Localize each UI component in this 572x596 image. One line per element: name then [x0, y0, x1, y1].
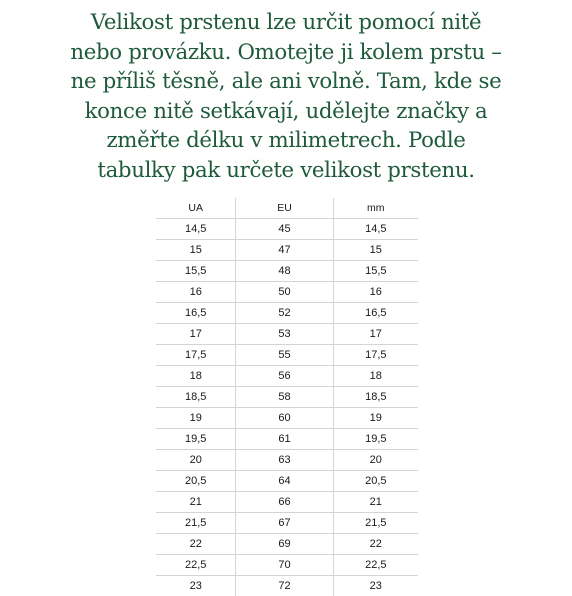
intro-line: tabulky pak určete velikost prstenu.	[97, 158, 474, 183]
cell-mm: 14,5	[333, 219, 418, 240]
cell-eu: 66	[236, 492, 333, 513]
cell-eu: 67	[236, 513, 333, 534]
cell-mm: 20	[333, 450, 418, 471]
cell-mm: 20,5	[333, 471, 418, 492]
cell-eu: 47	[236, 240, 333, 261]
cell-eu: 52	[236, 303, 333, 324]
table-row	[156, 387, 418, 408]
cell-mm: 18,5	[333, 387, 418, 408]
cell-eu: 48	[236, 261, 333, 282]
cell-ua: 22	[156, 534, 236, 555]
ring-size-table	[156, 198, 418, 596]
cell-ua: 18,5	[156, 387, 236, 408]
cell-mm: 15	[333, 240, 418, 261]
table-row	[156, 576, 418, 596]
table-row	[156, 240, 418, 261]
table-row	[156, 534, 418, 555]
cell-mm: 17,5	[333, 345, 418, 366]
cell-ua: 19	[156, 408, 236, 429]
cell-eu: 61	[236, 429, 333, 450]
table-row	[156, 471, 418, 492]
intro-line: konce nitě setkávají, udělejte značky a	[85, 99, 488, 124]
cell-ua: 18	[156, 366, 236, 387]
cell-ua: 14,5	[156, 219, 236, 240]
cell-mm: 22,5	[333, 555, 418, 576]
cell-eu: 70	[236, 555, 333, 576]
table-row	[156, 408, 418, 429]
table-row	[156, 303, 418, 324]
table-row	[156, 450, 418, 471]
cell-mm: 15,5	[333, 261, 418, 282]
table-row	[156, 324, 418, 345]
cell-ua: 16	[156, 282, 236, 303]
intro-text	[20, 8, 552, 185]
table-header-row	[156, 198, 418, 219]
cell-eu: 56	[236, 366, 333, 387]
cell-ua: 20,5	[156, 471, 236, 492]
cell-mm: 19	[333, 408, 418, 429]
cell-ua: 17,5	[156, 345, 236, 366]
table-row	[156, 261, 418, 282]
cell-mm: 23	[333, 576, 418, 596]
cell-eu: 64	[236, 471, 333, 492]
cell-ua: 21	[156, 492, 236, 513]
column-header-eu: EU	[236, 198, 333, 219]
intro-line: Velikost prstenu lze určit pomocí nitě	[91, 10, 481, 35]
table-row	[156, 513, 418, 534]
table-row	[156, 219, 418, 240]
cell-ua: 15	[156, 240, 236, 261]
table-body	[156, 219, 418, 596]
cell-mm: 21	[333, 492, 418, 513]
cell-eu: 50	[236, 282, 333, 303]
column-header-mm: mm	[333, 198, 418, 219]
intro-line: změřte délku v milimetrech. Podle	[106, 128, 465, 153]
cell-eu: 53	[236, 324, 333, 345]
cell-ua: 23	[156, 576, 236, 596]
cell-eu: 63	[236, 450, 333, 471]
intro-line: ne příliš těsně, ale ani volně. Tam, kde se	[71, 69, 502, 94]
cell-mm: 21,5	[333, 513, 418, 534]
column-header-ua: UA	[156, 198, 236, 219]
cell-ua: 15,5	[156, 261, 236, 282]
table-row	[156, 555, 418, 576]
cell-ua: 16,5	[156, 303, 236, 324]
cell-eu: 60	[236, 408, 333, 429]
table-row	[156, 492, 418, 513]
cell-eu: 55	[236, 345, 333, 366]
cell-mm: 18	[333, 366, 418, 387]
cell-mm: 19,5	[333, 429, 418, 450]
table-row	[156, 366, 418, 387]
table-row	[156, 345, 418, 366]
cell-ua: 17	[156, 324, 236, 345]
table-row	[156, 429, 418, 450]
cell-mm: 17	[333, 324, 418, 345]
cell-ua: 22,5	[156, 555, 236, 576]
intro-line: nebo provázku. Omotejte ji kolem prstu –	[70, 40, 501, 65]
cell-mm: 16,5	[333, 303, 418, 324]
cell-mm: 16	[333, 282, 418, 303]
cell-mm: 22	[333, 534, 418, 555]
table-row	[156, 282, 418, 303]
cell-eu: 45	[236, 219, 333, 240]
cell-eu: 69	[236, 534, 333, 555]
cell-eu: 72	[236, 576, 333, 596]
cell-ua: 21,5	[156, 513, 236, 534]
cell-ua: 20	[156, 450, 236, 471]
cell-eu: 58	[236, 387, 333, 408]
cell-ua: 19,5	[156, 429, 236, 450]
